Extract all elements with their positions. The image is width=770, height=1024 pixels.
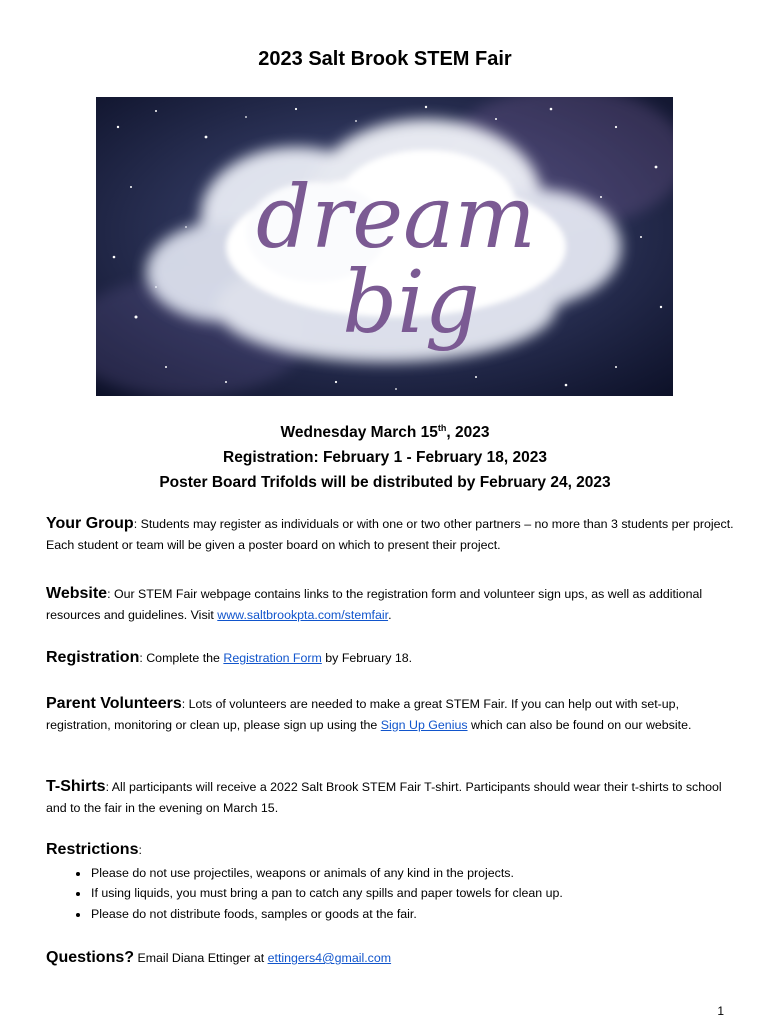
registration-heading: Registration	[46, 649, 140, 666]
email-link[interactable]: ettingers4@gmail.com	[267, 951, 392, 965]
page-title: 2023 Salt Brook STEM Fair	[258, 48, 512, 70]
website-heading: Website	[46, 585, 108, 602]
tshirts-section: T-Shirts: All participants will receive a 2022 Salt Brook STEM Fair T-shirt. Participants should wear their t-shirts to school and to the fair in the evening on March 15.	[46, 778, 722, 815]
trifold-date: Poster Board Trifolds will be distributed by February 24, 2023	[159, 474, 611, 491]
page-number: 1	[717, 1004, 724, 1018]
website-section: Website: Our STEM Fair webpage contains links to the registration form and volunteer sign ups, as well as additional resources and guidelines. Visit www.saltbrookpta.com/stemfair.	[46, 585, 703, 622]
hero-text-dream: dream	[256, 168, 536, 268]
group-heading: Your Group	[46, 515, 134, 532]
list-item: • Please do not use projectiles, weapons or animals of any kind in the projects.	[90, 863, 736, 884]
list-item: • If using liquids, you must bring a pan to catch any spills and paper towels for clean up.	[90, 883, 736, 904]
list-item: • Please do not distribute foods, samples or goods at the fair.	[90, 904, 736, 925]
volunteers-heading: Parent Volunteers	[46, 695, 182, 712]
registration-section: Registration: Complete the Registration Form by February 18.	[46, 649, 413, 666]
hero-text-big: big	[342, 253, 480, 353]
group-section	[46, 514, 736, 555]
registration-form-link[interactable]: Registration Form	[223, 651, 322, 665]
questions-section: Questions? Email Diana Ettinger at ettingers4@gmail.com	[46, 949, 392, 966]
registration-dates: Registration: February 1 - February 18, 2023	[223, 449, 547, 466]
volunteers-section: Parent Volunteers: Lots of volunteers are needed to make a great STEM Fair. If you can help out with set-up, registration, monitoring or clean up, please sign up using the Sign Up Genius which can also be found on our website.	[46, 695, 692, 732]
group-text: : Students may register as individuals or with one or two other partners – no more than 3 students per project. Each student or team will be given a poster board on which to present their project.	[46, 517, 734, 552]
website-link[interactable]: www.saltbrookpta.com/stemfair	[217, 607, 389, 622]
event-date: Wednesday March 15th, 2023	[280, 423, 490, 441]
restrictions-section: Restrictions: • Please do not use projectiles, weapons or animals of any kind in the projects. • If using liquids, you must bring a pan to catch any spills and paper towels for clean up. • Please do not distribute foods, samples or goods at the fair.	[46, 840, 736, 924]
questions-heading: Questions?	[46, 949, 135, 966]
restrictions-list	[46, 863, 736, 925]
sign-up-genius-link[interactable]: Sign Up Genius	[380, 717, 468, 732]
hero-image	[96, 97, 673, 396]
tshirts-heading: T-Shirts	[46, 778, 106, 795]
event-dates	[0, 420, 770, 495]
restrictions-heading: Restrictions	[46, 841, 139, 858]
